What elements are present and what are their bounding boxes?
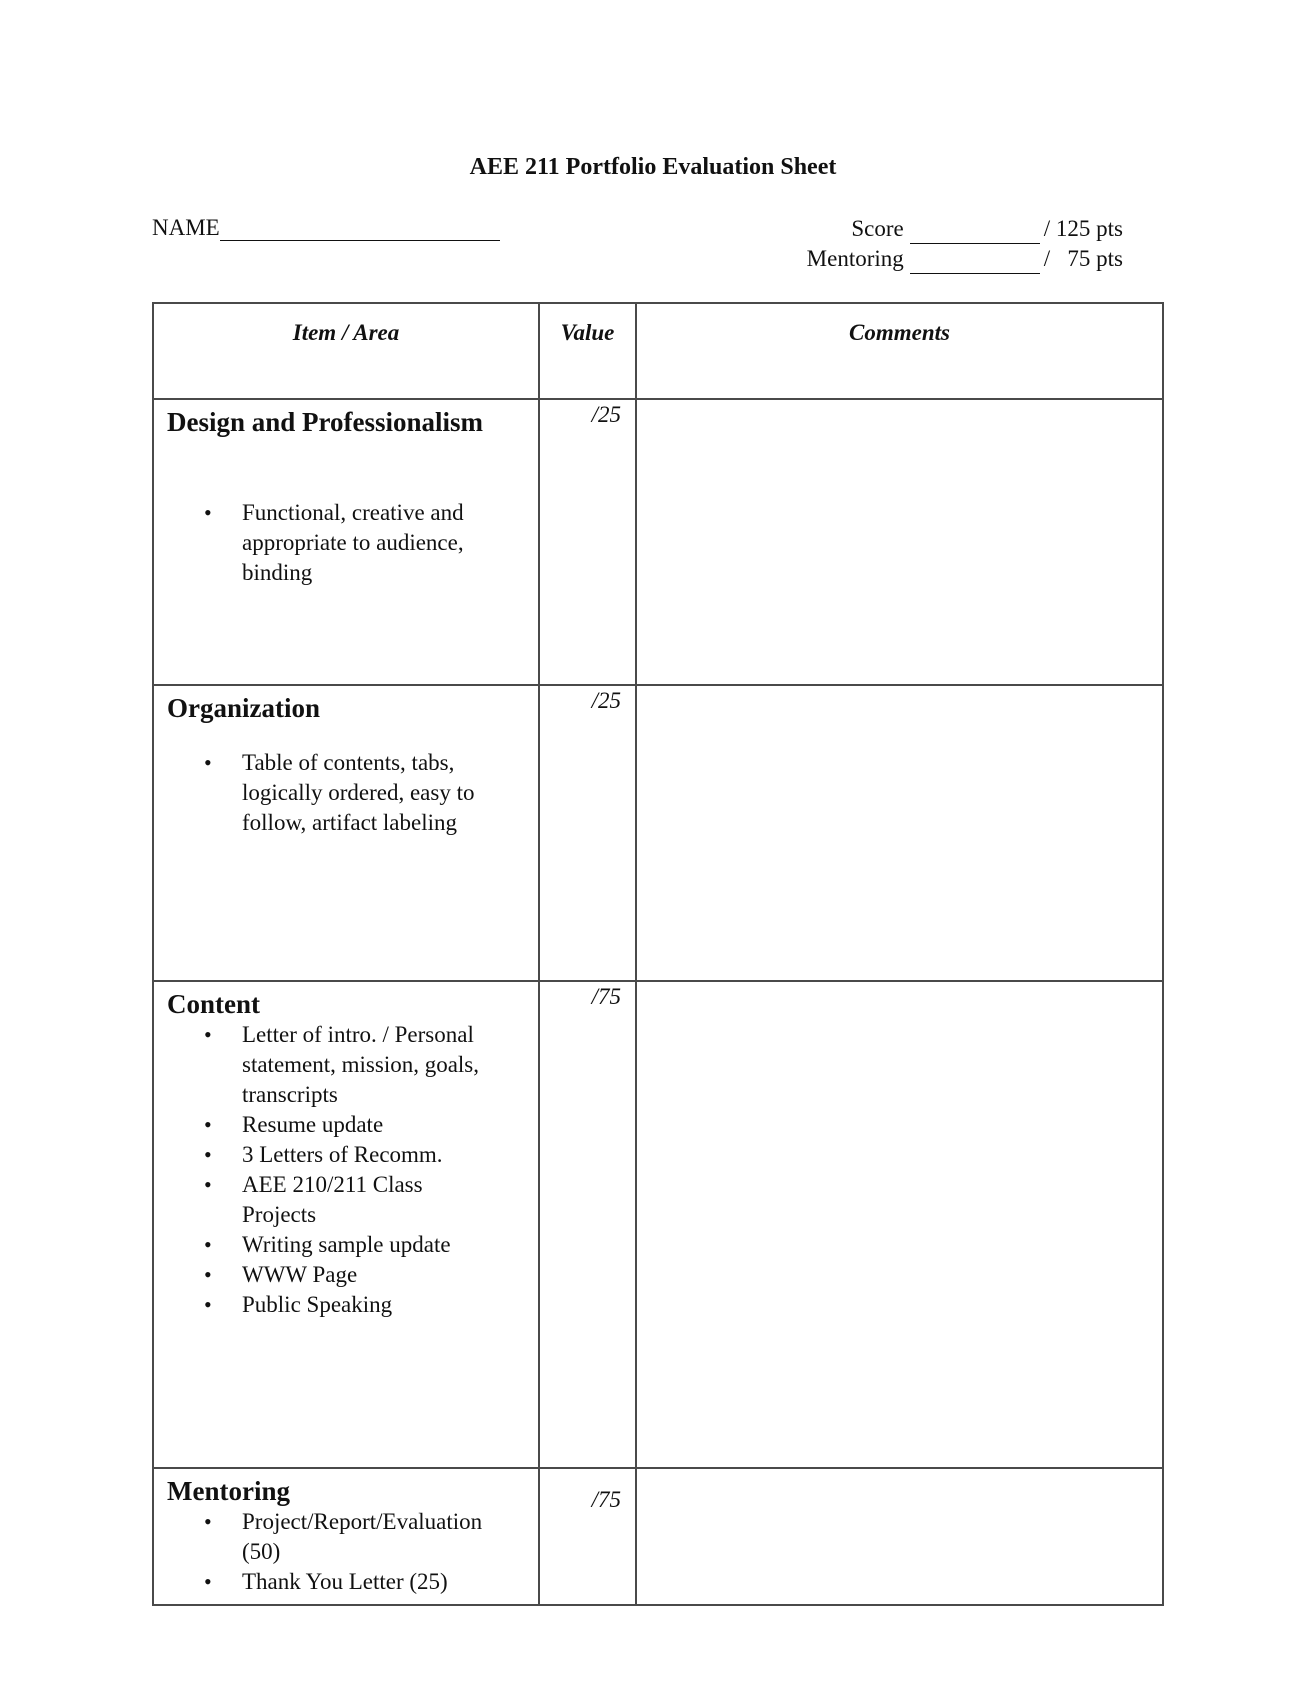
bullet-list — [154, 498, 538, 588]
mentoring-label: Mentoring — [806, 246, 904, 271]
table-header-row — [153, 303, 1163, 399]
area-title: Design and Professionalism — [167, 407, 484, 437]
area-title: Mentoring — [167, 1476, 290, 1506]
list-item: • Writing sample update — [204, 1230, 502, 1260]
mentoring-blank[interactable] — [910, 251, 1040, 274]
value-cell: /75 — [539, 1468, 636, 1605]
item-cell — [153, 685, 539, 981]
table-row-content — [153, 981, 1163, 1468]
mentoring-points: / 75 pts — [1043, 246, 1123, 271]
list-item: • WWW Page — [204, 1260, 502, 1290]
bullet-list — [154, 1507, 538, 1597]
comments-cell[interactable] — [636, 399, 1163, 685]
list-item: • AEE 210/211 Class Projects — [204, 1170, 502, 1230]
evaluation-table — [152, 302, 1164, 1606]
header-item-area: Item / Area — [153, 303, 539, 399]
list-item: • 3 Letters of Recomm. — [204, 1140, 502, 1170]
list-item: • Project/Report/Evaluation (50) — [204, 1507, 502, 1567]
table-row-organization — [153, 685, 1163, 981]
score-label: Score — [851, 216, 904, 241]
header-comments: Comments — [636, 303, 1163, 399]
comments-cell[interactable] — [636, 685, 1163, 981]
comments-cell[interactable] — [636, 1468, 1163, 1605]
list-item: • Functional, creative and appropriate to audience, binding — [204, 498, 502, 588]
item-cell — [153, 399, 539, 685]
header-value: Value — [539, 303, 636, 399]
name-field[interactable] — [152, 215, 500, 241]
table-row-mentoring — [153, 1468, 1163, 1605]
table-row-design — [153, 399, 1163, 685]
list-item: • Resume update — [204, 1110, 502, 1140]
comments-cell[interactable] — [636, 981, 1163, 1468]
list-item: • Letter of intro. / Personal statement, mission, goals, transcripts — [204, 1020, 502, 1110]
name-blank[interactable] — [220, 216, 500, 241]
list-item: • Table of contents, tabs, logically ordered, easy to follow, artifact labeling — [204, 748, 502, 838]
list-item: • Public Speaking — [204, 1290, 502, 1320]
name-label: NAME — [152, 215, 220, 240]
bullet-list — [154, 1020, 538, 1320]
mentoring-row — [807, 244, 1123, 274]
item-cell — [153, 1468, 539, 1605]
page-title: AEE 211 Portfolio Evaluation Sheet — [469, 154, 837, 180]
score-row — [807, 214, 1123, 244]
list-item: • Thank You Letter (25) — [204, 1567, 502, 1597]
score-points: / 125 pts — [1043, 216, 1123, 241]
score-block — [807, 214, 1123, 274]
value-cell: /25 — [539, 685, 636, 981]
item-cell — [153, 981, 539, 1468]
area-title: Organization — [167, 693, 320, 723]
bullet-list — [154, 748, 538, 838]
score-blank[interactable] — [910, 221, 1040, 244]
value-cell: /25 — [539, 399, 636, 685]
area-title: Content — [167, 989, 260, 1019]
value-cell: /75 — [539, 981, 636, 1468]
